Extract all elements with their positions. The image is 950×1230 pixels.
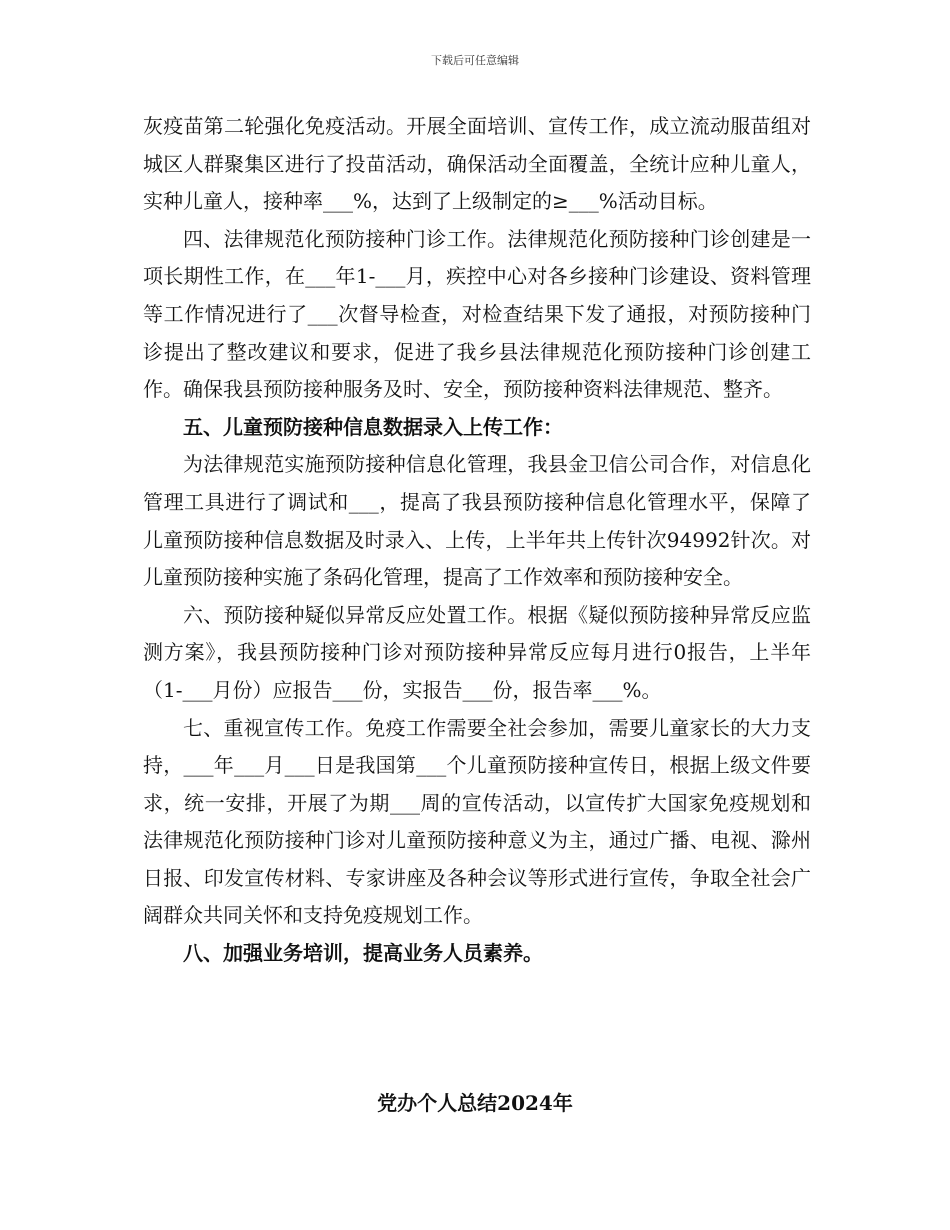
paragraph-vaccination-campaign: 灰疫苗第二轮强化免疫活动。开展全面培训、宣传工作，成立流动服苗组对城区人群聚集区进行了投苗活动，确保活动全面覆盖，全统计应种儿童人，实种儿童人，接种率___%，达到了上级制定的≥___%活动目标。 [143,114,811,214]
heading-training: 八、加强业务培训，提高业务人员素养。 [183,941,543,966]
page-header: 下载后可任意编辑 [431,54,519,67]
paragraph-clinic-work: 四、法律规范化预防接种门诊工作。法律规范化预防接种门诊创建是一项长期性工作，在___年1-___月，疾控中心对各乡接种门诊建设、资料管理等工作情况进行了___次督导检查，对检查结果下发了通报，对预防接种门诊提出了整改建议和要求，促进了我乡县法律规范化预防接种门诊创建工作。确保我县预防接种服务及时、安全，预防接种资料法律规范、整齐。 [143,226,811,402]
paragraph-adverse-reaction: 六、预防接种疑似异常反应处置工作。根据《疑似预防接种异常反应监测方案》，我县预防接种门诊对预防接种异常反应每月进行0报告，上半年（1-___月份）应报告___份，实报告___份，报告率___%。 [143,602,811,702]
document-body [143,108,811,973]
heading-data-upload: 五、儿童预防接种信息数据录入上传工作： [183,414,563,439]
next-document-title: 党办个人总结2024年 [377,1091,573,1115]
paragraph-publicity: 七、重视宣传工作。免疫工作需要全社会参加，需要儿童家长的大力支持，___年___月___日是我国第___个儿童预防接种宣传日，根据上级文件要求，统一安排，开展了为期___周的宣传活动，以宣传扩大国家免疫规划和法律规范化预防接种门诊对儿童预防接种意义为主，通过广播、电视、滁州日报、印发宣传材料、专家讲座及各种会议等形式进行宣传，争取全社会广阔群众共同关怀和支持免疫规划工作。 [143,715,811,928]
paragraph-data-upload: 为法律规范实施预防接种信息化管理，我县金卫信公司合作，对信息化管理工具进行了调试和___，提高了我县预防接种信息化管理水平，保障了儿童预防接种信息数据及时录入、上传，上半年共上传针次94992针次。对儿童预防接种实施了条码化管理，提高了工作效率和预防接种安全。 [143,452,811,590]
